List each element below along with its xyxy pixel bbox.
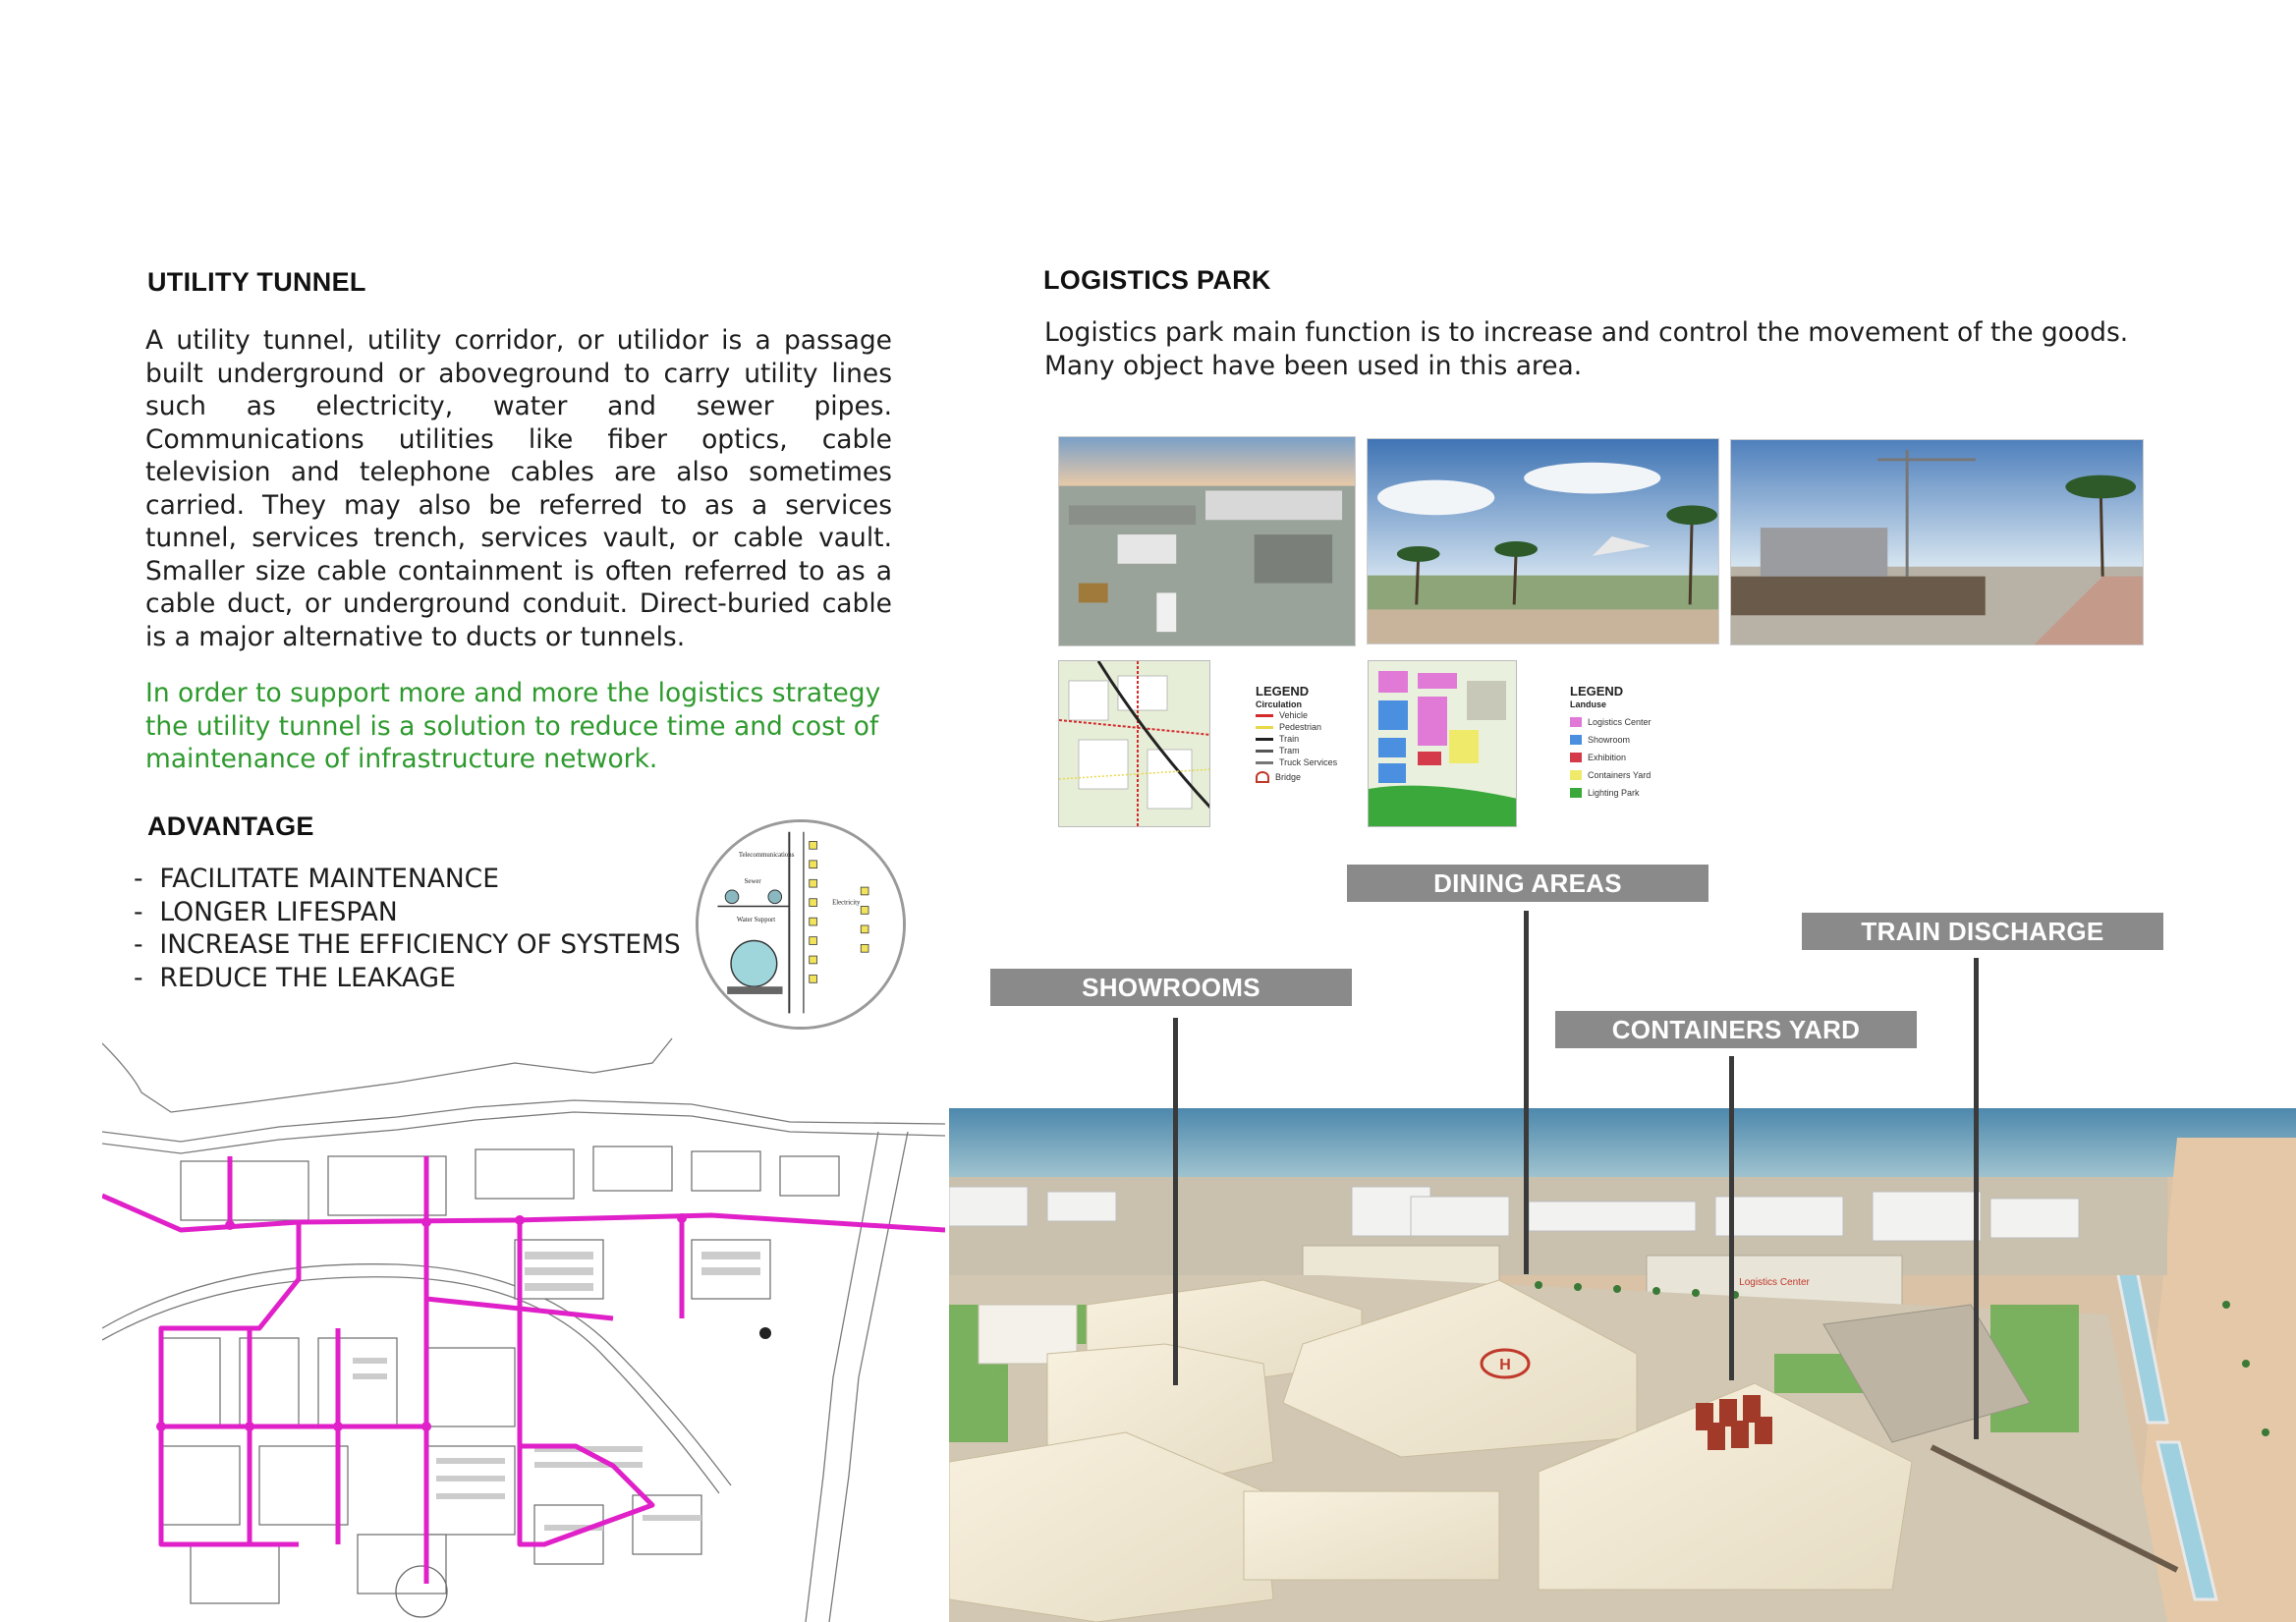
utility-tunnel-heading: UTILITY TUNNEL <box>147 267 366 297</box>
callout-showrooms: SHOWROOMS <box>990 969 1352 1006</box>
train-pointer <box>1974 958 1979 1439</box>
landuse-legend-subtitle: Landuse <box>1570 699 1607 709</box>
circulation-legend-item: Bridge <box>1256 771 1301 783</box>
advantage-item: - FACILITATE MAINTENANCE <box>134 863 681 896</box>
dining-pointer <box>1524 911 1529 1274</box>
circulation-plan <box>1058 660 1210 827</box>
circulation-legend-item: Train <box>1256 734 1299 744</box>
helipad-icon: H <box>1499 1357 1511 1373</box>
logistics-park-heading: LOGISTICS PARK <box>1043 265 1271 295</box>
callout-train-discharge: TRAIN DISCHARGE <box>1802 913 2163 950</box>
utility-tunnel-highlight: In order to support more and more the logistics strategy the utility tunnel is a solution to reduce time and cost of maintenance of infrastructure network. <box>145 678 881 774</box>
advantage-item: - INCREASE THE EFFICIENCY OF SYSTEMS <box>134 928 681 962</box>
landuse-legend-item: Logistics Center <box>1570 717 1652 727</box>
advantage-item: - REDUCE THE LEAKAGE <box>134 962 681 995</box>
circulation-legend-item: Pedestrian <box>1256 722 1321 732</box>
circulation-legend-item: Vehicle <box>1256 710 1308 720</box>
landuse-legend-item: Containers Yard <box>1570 770 1651 780</box>
utility-tunnel-body: A utility tunnel, utility corridor, or utilidor is a passage built underground or aboveground to carry utility lines such as electricity, water and sewer pipes. Communications utilities like fiber optics, cable television and telephone cables are also sometimes carried. They may also be referred to as a services tunnel, services trench, services vault, or cable vault. Smaller size cable containment is often referred to as a cable duct, or underground conduit. Direct-buried cable is a major alternative to ducts or tunnels. <box>145 325 892 652</box>
advantage-heading: ADVANTAGE <box>147 811 314 841</box>
logistics-park-render <box>949 1108 2296 1622</box>
landuse-legend-item: Lighting Park <box>1570 788 1640 798</box>
circulation-legend-item: Truck Services <box>1256 757 1337 767</box>
render-sign: Logistics Center <box>1739 1277 1810 1288</box>
photo-dining-palms <box>1367 438 1719 644</box>
callout-containers-yard: CONTAINERS YARD <box>1555 1011 1917 1048</box>
circulation-legend-item: Tram <box>1256 746 1300 755</box>
containers-pointer <box>1729 1056 1734 1380</box>
landuse-plan <box>1368 660 1517 827</box>
tunnel-label-electricity: Electricity <box>832 899 861 907</box>
landuse-legend-item: Showroom <box>1570 735 1630 745</box>
tunnel-section-diagram <box>696 819 906 1030</box>
circulation-legend-title: LEGEND <box>1256 684 1310 699</box>
tunnel-label-telecom: Telecommunications <box>738 851 795 859</box>
photo-train-discharge <box>1730 439 2144 645</box>
landuse-legend-item: Exhibition <box>1570 753 1626 762</box>
logistics-park-intro: Logistics park main function is to increase and control the movement of the goods. Many object have been used in this area. <box>1044 317 2129 381</box>
advantage-list <box>134 863 681 994</box>
utility-tunnel-map <box>102 1034 945 1622</box>
showrooms-pointer <box>1173 1018 1178 1385</box>
tunnel-label-water: Water Support <box>736 917 776 924</box>
photo-container-yard <box>1058 436 1356 646</box>
landuse-legend-title: LEGEND <box>1570 684 1624 699</box>
tunnel-label-sewer: Sewer <box>744 878 761 886</box>
callout-dining-areas: DINING AREAS <box>1347 865 1708 902</box>
advantage-item: - LONGER LIFESPAN <box>134 896 681 929</box>
circulation-legend-subtitle: Circulation <box>1256 699 1303 709</box>
bridge-icon <box>1256 771 1269 783</box>
